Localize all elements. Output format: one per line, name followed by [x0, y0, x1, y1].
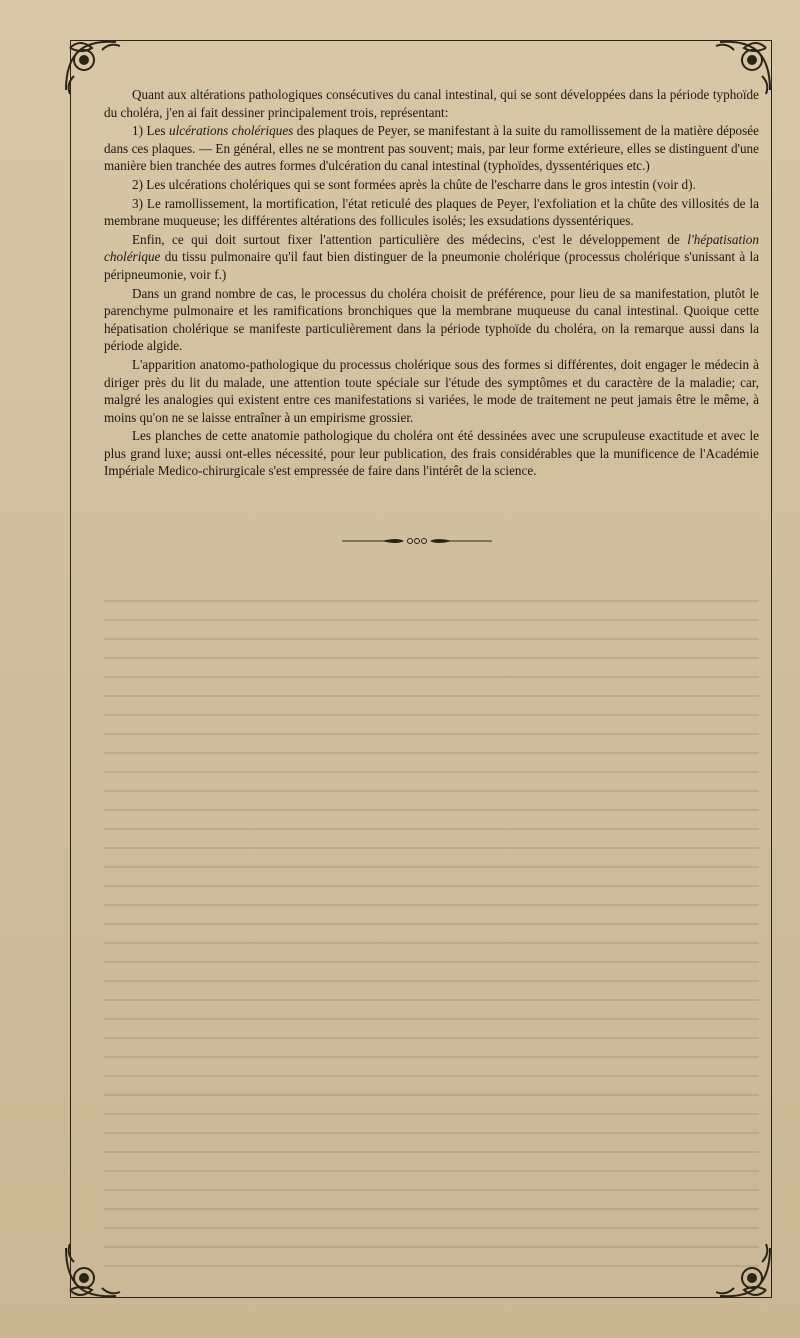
paragraph-ulcerations-suffix: des plaques de Peyer, se manifestant à la suite du ramollissement de la matière déposée dans ces plaques. — En général, elles ne se montrent pas souvent; mais, par leur forme extérieure, elles se distinguent d'une manière bien tranchée des autres formes d'ulcération du canal intestinal (typhoïdes, dyssentériques etc.) [104, 123, 759, 174]
paragraph-planches: Les planches de cette anatomie pathologique du choléra ont été dessinées avec une scrupuleuse exactitude et avec le plus grand luxe; aussi ont-elles nécessité, pour leur publication, des frais considérables que la munificence de l'Académie Impériale Medico-chirurgicale s'est empressée de faire dans l'intérêt de la science. [104, 428, 759, 479]
paragraph-ulcerations-emphasis: ulcérations cholériques [168, 123, 294, 139]
paragraph-ulcerations-prefix: 1) Les [132, 123, 169, 139]
paragraph-ramollissement: 3) Le ramollissement, la mortification, l'état reticulé des plaques de Peyer, l'exfoliation et la chûte des villosités de la membrane muqueuse; les différentes altérations des follicules isolés; les exsudations dyssentériques. [104, 195, 759, 229]
ornament-corner-icon [56, 1238, 146, 1308]
divider-ornament-icon [342, 536, 492, 546]
paragraph-hepatisation-emphasis: l'hépatisation cholérique [104, 231, 759, 265]
paragraph-gros-intestin: 2) Les ulcérations cholériques qui se sont formées après la chûte de l'escharre dans le gros intestin (voir d). [132, 176, 696, 192]
ornament-corner-icon [690, 1238, 780, 1308]
paragraph-ulcerations [104, 122, 759, 175]
body-text [104, 86, 759, 480]
paragraph-hepatisation [104, 231, 759, 284]
paragraph-hepatisation-prefix: Enfin, ce qui doit surtout fixer l'attention particulière des médecins, c'est le développement de [132, 231, 688, 247]
paragraph-grand-nombre: Dans un grand nombre de cas, le processus du choléra choisit de préférence, pour lieu de sa manifestation, plutôt le parenchyme pulmonaire et les ramifications bronchiques que la membrane muqueuse du canal intestinal. Quoique cette hépatisation cholérique se manifeste particulièrement dans la période typhoïde du choléra, on la remarque aussi dans la période algide. [104, 285, 759, 354]
paragraph-hepatisation-suffix: du tissu pulmonaire qu'il faut bien distinguer de la pneumonie cholérique (processus cholérique s'unissant à la péripneumonie, voir f.) [104, 249, 759, 282]
paragraph-intro: Quant aux altérations pathologiques consécutives du canal intestinal, qui se sont développées dans la période typhoïde du choléra, j'en ai fait dessiner principalement trois, représentant: [104, 87, 759, 120]
paragraph-apparition: L'apparition anatomo-pathologique du processus cholérique sous des formes si différentes, doit engager le médecin à diriger près du lit du malade, une attention toute spéciale sur l'étude des symptômes et du caractère de la maladie; car, malgré les analogies qui existent entre ces manifestations si variées, le mode de traitement ne peut jamais être le même, à moins qu'on ne se laisse entraîner à un empirisme grossier. [104, 356, 759, 425]
